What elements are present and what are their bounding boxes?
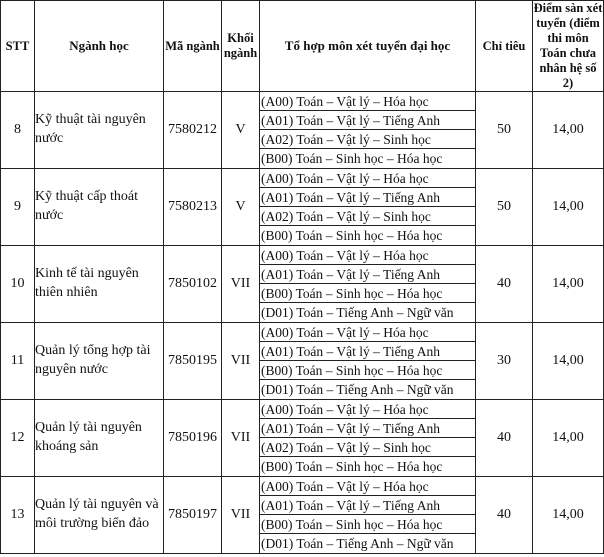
quota-cell: 30 <box>476 323 533 400</box>
min-score-cell: 14,00 <box>533 323 604 400</box>
major-name-cell: Quản lý tài nguyên và môi trường biển đảo <box>35 477 164 554</box>
table-row <box>1 400 604 477</box>
subject-combo: (A00) Toán – Vật lý – Hóa học <box>260 246 475 265</box>
quota-cell: 40 <box>476 246 533 323</box>
min-score-cell: 14,00 <box>533 400 604 477</box>
stt-cell: 9 <box>1 169 35 246</box>
min-score-cell: 14,00 <box>533 169 604 246</box>
subject-combo: (A01) Toán – Vật lý – Tiếng Anh <box>260 342 475 361</box>
stt-cell: 8 <box>1 92 35 169</box>
subject-combos-cell <box>260 400 476 477</box>
table-row <box>1 246 604 323</box>
subject-combo: (A01) Toán – Vật lý – Tiếng Anh <box>260 265 475 284</box>
stt-cell: 13 <box>1 477 35 554</box>
header-row <box>1 1 604 92</box>
subject-combo: (A02) Toán – Vật lý – Sinh học <box>260 438 475 457</box>
major-name-cell: Kỹ thuật cấp thoát nước <box>35 169 164 246</box>
subject-combo: (B00) Toán – Sinh học – Hóa học <box>261 459 443 474</box>
quota-cell: 40 <box>476 477 533 554</box>
major-code-cell: 7580212 <box>164 92 222 169</box>
subject-combo: (B00) Toán – Sinh học – Hóa học <box>261 151 443 166</box>
subject-combo: (A00) Toán – Vật lý – Hóa học <box>260 323 475 342</box>
quota-cell: 50 <box>476 92 533 169</box>
subject-combo: (A01) Toán – Vật lý – Tiếng Anh <box>260 188 475 207</box>
min-score-cell: 14,00 <box>533 477 604 554</box>
major-name-cell: Kinh tế tài nguyên thiên nhiên <box>35 246 164 323</box>
subject-combo: (D01) Toán – Tiếng Anh – Ngữ văn <box>261 305 454 320</box>
table-row <box>1 169 604 246</box>
header-combos: Tổ hợp môn xét tuyển đại học <box>260 1 476 92</box>
subject-combo: (A02) Toán – Vật lý – Sinh học <box>260 207 475 226</box>
subject-combo: (A01) Toán – Vật lý – Tiếng Anh <box>260 496 475 515</box>
subject-combos-cell <box>260 246 476 323</box>
header-major: Ngành học <box>35 1 164 92</box>
subject-combos-cell <box>260 477 476 554</box>
stt-cell: 10 <box>1 246 35 323</box>
subject-combo: (B00) Toán – Sinh học – Hóa học <box>260 284 475 303</box>
group-cell: VII <box>222 323 260 400</box>
table-row <box>1 323 604 400</box>
table-row <box>1 92 604 169</box>
group-cell: VII <box>222 400 260 477</box>
subject-combo: (B00) Toán – Sinh học – Hóa học <box>260 361 475 380</box>
quota-cell: 50 <box>476 169 533 246</box>
stt-cell: 12 <box>1 400 35 477</box>
subject-combo: (A00) Toán – Vật lý – Hóa học <box>260 477 475 496</box>
group-cell: VII <box>222 246 260 323</box>
major-name-cell: Quản lý tổng hợp tài nguyên nước <box>35 323 164 400</box>
min-score-cell: 14,00 <box>533 246 604 323</box>
major-code-cell: 7850102 <box>164 246 222 323</box>
table-body <box>1 92 604 554</box>
subject-combo: (A01) Toán – Vật lý – Tiếng Anh <box>260 419 475 438</box>
min-score-cell: 14,00 <box>533 92 604 169</box>
subject-combo: (B00) Toán – Sinh học – Hóa học <box>261 228 443 243</box>
major-name-cell: Quản lý tài nguyên khoáng sản <box>35 400 164 477</box>
stt-cell: 11 <box>1 323 35 400</box>
table-row <box>1 477 604 554</box>
major-code-cell: 7850196 <box>164 400 222 477</box>
subject-combo: (B00) Toán – Sinh học – Hóa học <box>260 515 475 534</box>
subject-combo: (A00) Toán – Vật lý – Hóa học <box>260 92 475 111</box>
header-score: Điểm sàn xét tuyển (điểm thi môn Toán chưa nhân hệ số 2) <box>533 1 603 90</box>
header-stt: STT <box>1 1 35 92</box>
major-code-cell: 7850197 <box>164 477 222 554</box>
subject-combo: (A02) Toán – Vật lý – Sinh học <box>260 130 475 149</box>
subject-combos-cell <box>260 92 476 169</box>
header-code: Mã ngành <box>164 1 222 92</box>
subject-combos-cell <box>260 169 476 246</box>
subject-combo: (D01) Toán – Tiếng Anh – Ngữ văn <box>261 382 454 397</box>
subject-combo: (A00) Toán – Vật lý – Hóa học <box>260 169 475 188</box>
subject-combo: (A01) Toán – Vật lý – Tiếng Anh <box>260 111 475 130</box>
header-group: Khối ngành <box>222 1 260 92</box>
group-cell: VII <box>222 477 260 554</box>
group-cell: V <box>222 169 260 246</box>
major-code-cell: 7850195 <box>164 323 222 400</box>
header-quota: Chỉ tiêu <box>476 1 533 92</box>
major-code-cell: 7580213 <box>164 169 222 246</box>
group-cell: V <box>222 92 260 169</box>
subject-combo: (A00) Toán – Vật lý – Hóa học <box>260 400 475 419</box>
major-name-cell: Kỹ thuật tài nguyên nước <box>35 92 164 169</box>
quota-cell: 40 <box>476 400 533 477</box>
subject-combo: (D01) Toán – Tiếng Anh – Ngữ văn <box>261 536 454 551</box>
subject-combos-cell <box>260 323 476 400</box>
